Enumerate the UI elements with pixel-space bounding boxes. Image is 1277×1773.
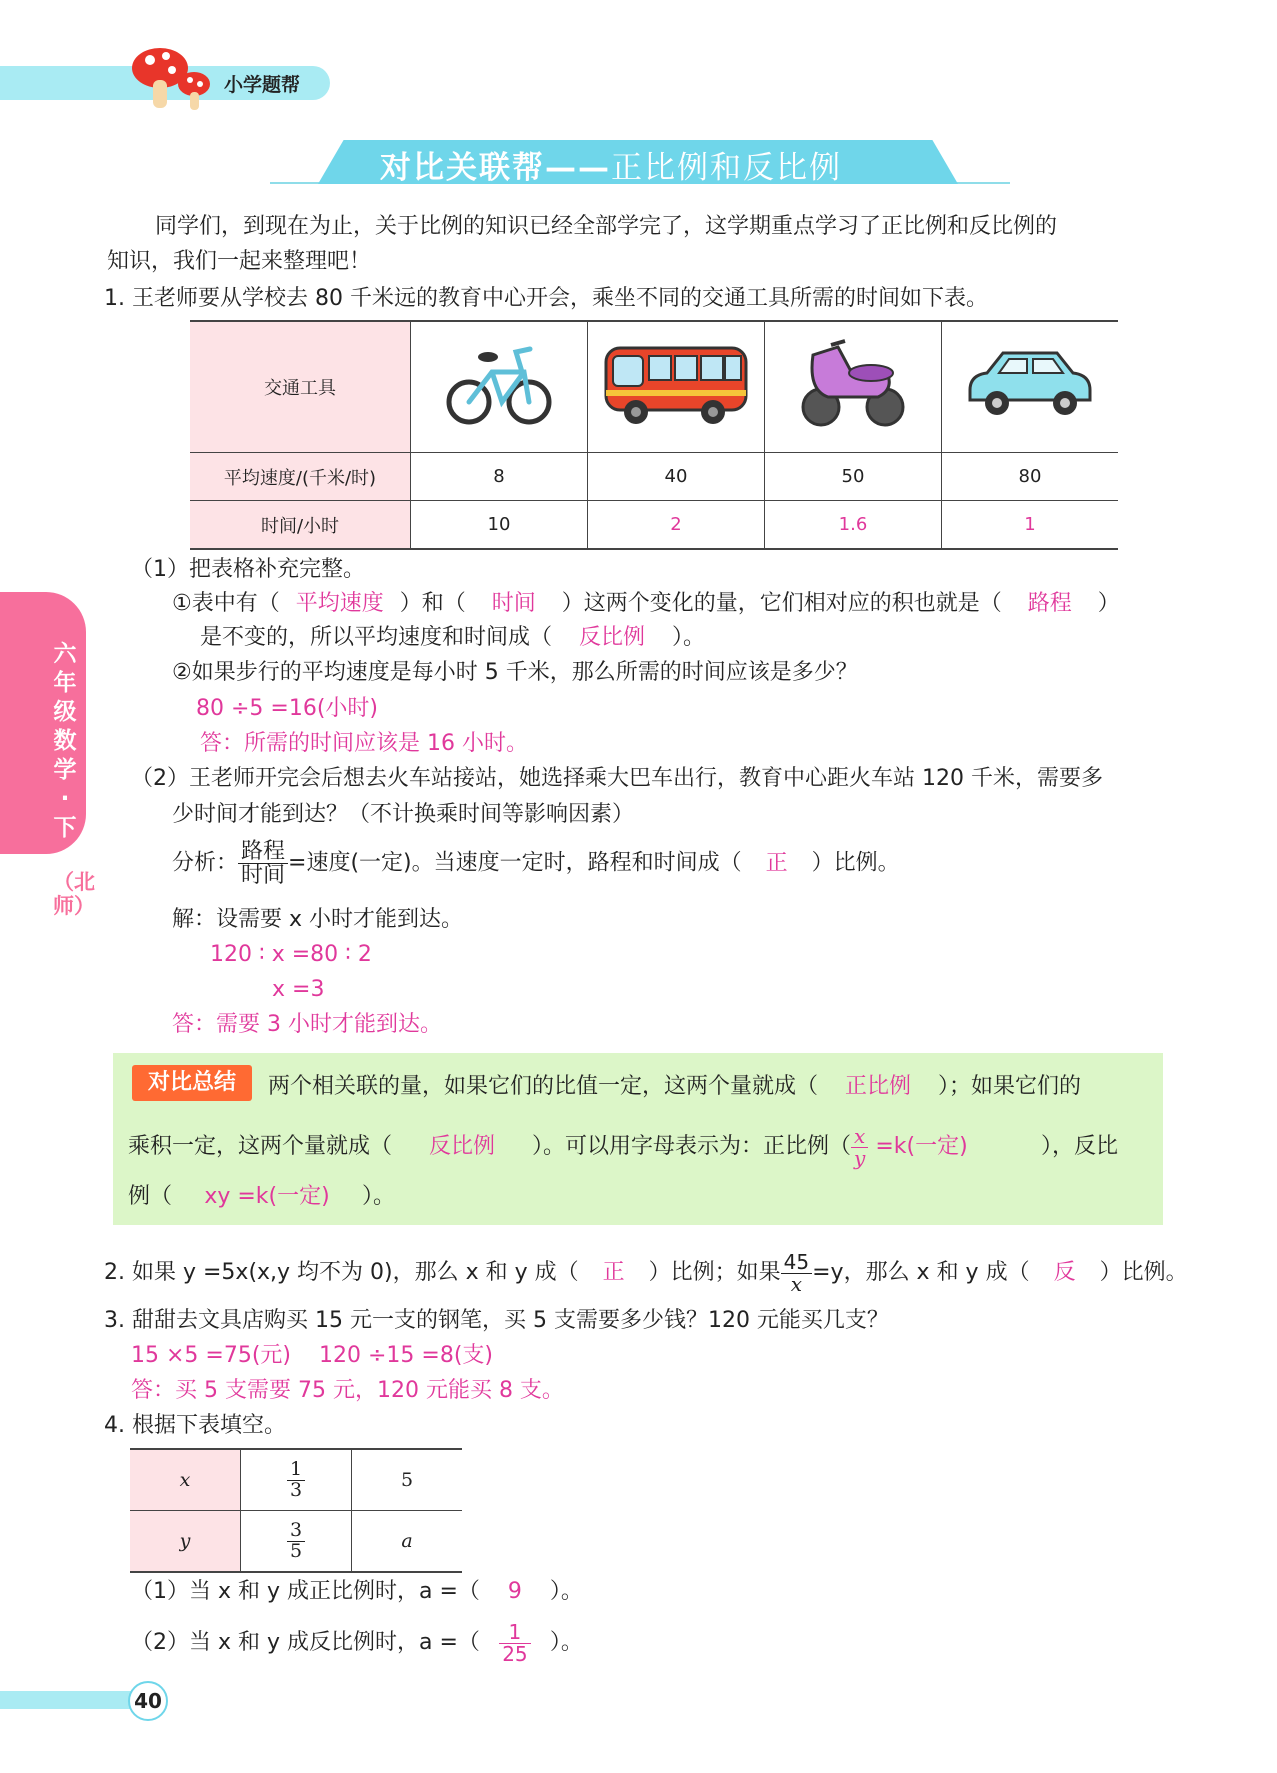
mushroom-logo-icon — [128, 44, 223, 114]
speed-cell: 80 — [942, 453, 1119, 501]
vehicle-cell — [588, 321, 765, 453]
time-answer-cell: 1.6 — [765, 501, 942, 550]
q1-stem: 1. 王老师要从学校去 80 千米远的教育中心开会，乘坐不同的交通工具所需的时间如下表。 — [104, 286, 988, 311]
speed-cell: 50 — [765, 453, 942, 501]
q1-equation-2: x =3 — [272, 977, 325, 1002]
q1-part2-line-1: （2）王老师开完会后想去火车站接站，她选择乘大巴车出行，教育中心距火车站 120 千米，需要多 — [131, 766, 1103, 791]
q4-part-2: （2）当 x 和 y 成反比例时，a =（ $\frac{1}{25}$ ）。 — [131, 1619, 583, 1666]
motorcycle-icon — [793, 335, 913, 435]
page-number-bar — [0, 1691, 140, 1709]
intro-line-2: 知识，我们一起来整理吧！ — [107, 249, 372, 274]
summary-line-1: 两个相关联的量，如果它们的比值一定，这两个量就成（ 正比例 ）；如果它们的 — [268, 1074, 1082, 1099]
q3-calc: 15 ×5 =75(元) 120 ÷15 =8(支) — [131, 1343, 493, 1368]
q1-analysis: 分析： $\frac{\text{路程}}{\text{时间}}$ =速度(一定)。当速度一定时，路程和时间成（ 正 ）比例。 — [172, 839, 900, 889]
table-row-label: 时间/小时 — [190, 501, 411, 550]
table-row-label: y — [130, 1511, 241, 1573]
q4-part-1: （1）当 x 和 y 成正比例时，a =（ 9 ）。 — [131, 1579, 583, 1604]
q4-table — [130, 1448, 462, 1573]
q4-stem: 4. 根据下表填空。 — [104, 1413, 286, 1438]
side-tab-grade: 六年级数学·下 — [53, 641, 77, 841]
speed-cell: 8 — [411, 453, 588, 501]
q1-part1-b: 是不变的，所以平均速度和时间成（ 反比例 ）。 — [200, 625, 706, 650]
q3-stem: 3. 甜甜去文具店购买 15 元一支的钢笔，买 5 支需要多少钱？120 元能买几支？ — [104, 1308, 889, 1333]
speed-cell: 40 — [588, 453, 765, 501]
table-row-label: 交通工具 — [190, 321, 411, 453]
q1-part1-title: （1）把表格补充完整。 — [131, 557, 365, 582]
table-cell: $\frac{1}{3}$ — [241, 1449, 352, 1511]
q1-part1-c: ②如果步行的平均速度是每小时 5 千米，那么所需的时间应该是多少？ — [172, 660, 858, 685]
table-cell: $\frac{3}{5}$ — [241, 1511, 352, 1573]
bus-icon — [601, 340, 751, 430]
table-cell: a — [352, 1511, 463, 1573]
table-row-label: x — [130, 1449, 241, 1511]
page-title: 对比关联帮——正比例和反比例 — [380, 150, 842, 186]
q1-solve: 解：设需要 x 小时才能到达。 — [172, 907, 464, 932]
summary-line-2: 乘积一定，这两个量就成（ 反比例 ）。可以用字母表示为：正比例（ $\frac{x}{y}$ =k(一定) ），反比 — [128, 1123, 1119, 1170]
q1-part1-calc: 80 ÷5 =16(小时) — [196, 696, 379, 721]
time-cell: 10 — [411, 501, 588, 550]
time-answer-cell: 1 — [942, 501, 1119, 550]
side-tab-edition: （北师） — [53, 870, 95, 918]
vehicle-cell — [942, 321, 1119, 453]
vehicle-cell — [765, 321, 942, 453]
vehicle-cell — [411, 321, 588, 453]
q3-answer: 答：买 5 支需要 75 元，120 元能买 8 支。 — [131, 1378, 564, 1403]
time-answer-cell: 2 — [588, 501, 765, 550]
brand-name: 小学题帮 — [224, 74, 301, 96]
q1-part1-answer: 答：所需的时间应该是 16 小时。 — [200, 731, 528, 756]
summary-badge: 对比总结 — [132, 1065, 252, 1101]
bicycle-icon — [444, 337, 554, 432]
intro-line-1: 同学们，到现在为止，关于比例的知识已经全部学完了，这学期重点学习了正比例和反比例的 — [155, 214, 1058, 239]
table-row-label: 平均速度/(千米/时) — [190, 453, 411, 501]
q1-part2-line-2: 少时间才能到达？（不计换乘时间等影响因素） — [172, 802, 635, 827]
q1-table — [190, 320, 1118, 550]
page-number: 40 — [128, 1681, 168, 1721]
table-cell: 5 — [352, 1449, 463, 1511]
q2: 2. 如果 y =5x(x,y 均不为 0)，那么 x 和 y 成（ 正 ）比例；如果 $\frac{45}{x}$ =y，那么 x 和 y 成（ 反 ）比例。 — [104, 1249, 1188, 1296]
q1-part1-a: ①表中有（ 平均速度 ）和（ 时间 ）这两个变化的量，它们相对应的积也就是（ 路程 ） — [172, 591, 1120, 616]
q1-answer: 答：需要 3 小时才能到达。 — [172, 1012, 442, 1037]
q1-equation-1: 120 ∶ x =80 ∶ 2 — [210, 942, 372, 967]
car-icon — [965, 345, 1095, 425]
summary-line-3: 例（ xy =k(一定) ）。 — [128, 1184, 396, 1209]
